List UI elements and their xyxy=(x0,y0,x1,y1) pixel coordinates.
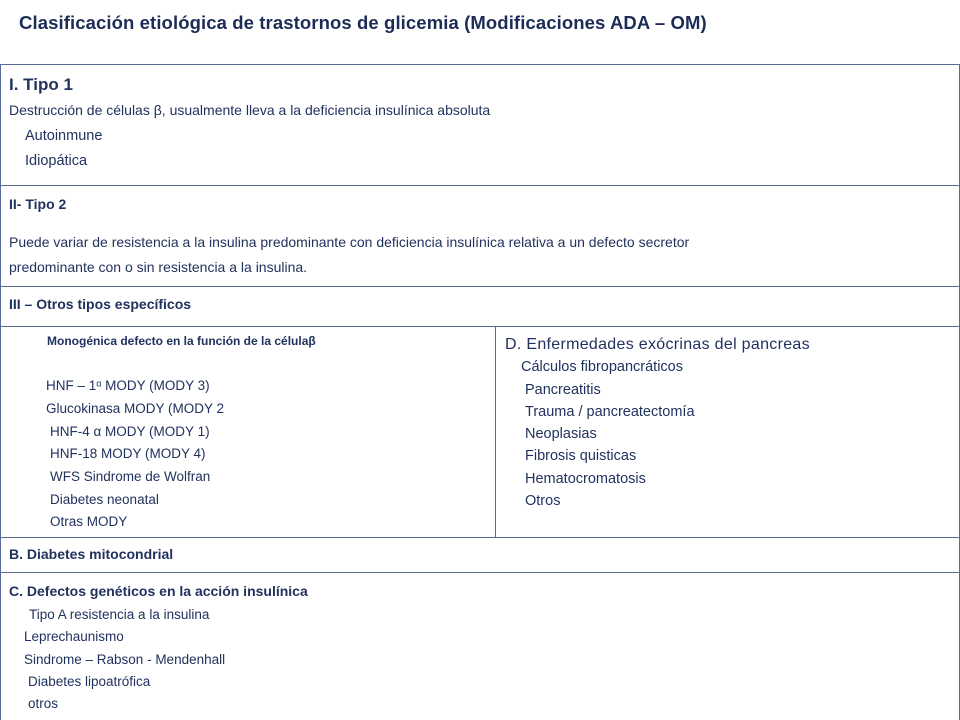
defectos-item: otros xyxy=(28,696,59,711)
defectos-heading: C. Defectos genéticos en la acción insulínica xyxy=(9,583,308,599)
defectos-item: Tipo A resistencia a la insulina xyxy=(29,607,210,622)
monogenica-item: HNF – 1ᵅ MODY (MODY 3) xyxy=(46,378,210,393)
exocrinas-item: Cálculos fibropancráticos xyxy=(521,359,683,375)
defectos-item: Sindrome – Rabson - Mendenhall xyxy=(24,652,226,667)
tipo3-heading: III – Otros tipos específicos xyxy=(9,296,192,312)
exocrinas-item: Fibrosis quisticas xyxy=(525,448,637,464)
monogenica-item: Glucokinasa MODY (MODY 2 xyxy=(46,401,225,416)
exocrinas-item: Otros xyxy=(525,493,561,509)
exocrinas-item: Neoplasias xyxy=(525,426,597,442)
monogenica-heading: Monogénica defecto en la función de la célulaβ xyxy=(47,334,316,348)
defectos-item: Diabetes lipoatrófica xyxy=(28,674,151,689)
tipo1-item: Idiopática xyxy=(25,153,88,169)
monogenica-item: Otras MODY xyxy=(50,514,128,529)
monogenica-item: HNF-4 α MODY (MODY 1) xyxy=(50,424,210,439)
exocrinas-heading: D. Enfermedades exócrinas del pancreas xyxy=(505,336,810,353)
exocrinas-item: Pancreatitis xyxy=(525,382,601,398)
tipo1-heading: I. Tipo 1 xyxy=(9,75,73,94)
tipo1-box xyxy=(0,64,960,186)
exocrinas-item: Trauma / pancreatectomía xyxy=(525,404,695,420)
tipo2-desc-line2: predominante con o sin resistencia a la insulina. xyxy=(9,259,308,275)
mitocondrial-heading: B. Diabetes mitocondrial xyxy=(9,546,174,562)
tipo1-desc: Destrucción de células β, usualmente lleva a la deficiencia insulínica absoluta xyxy=(9,102,491,118)
monogenica-item: WFS Sindrome de Wolfran xyxy=(50,469,211,484)
monogenica-item: HNF-18 MODY (MODY 4) xyxy=(50,446,206,461)
defectos-item: Leprechaunismo xyxy=(24,629,124,644)
tipo2-desc-line1: Puede variar de resistencia a la insulina predominante con deficiencia insulínica relativa a un defecto secretor xyxy=(9,234,690,250)
tipo1-item: Autoinmune xyxy=(25,128,103,144)
exocrinas-item: Hematocromatosis xyxy=(525,471,646,487)
tipo2-heading: II- Tipo 2 xyxy=(9,196,67,212)
monogenica-item: Diabetes neonatal xyxy=(50,492,159,507)
page-title: Clasificación etiológica de trastornos de glicemia (Modificaciones ADA – OM) xyxy=(19,12,707,33)
